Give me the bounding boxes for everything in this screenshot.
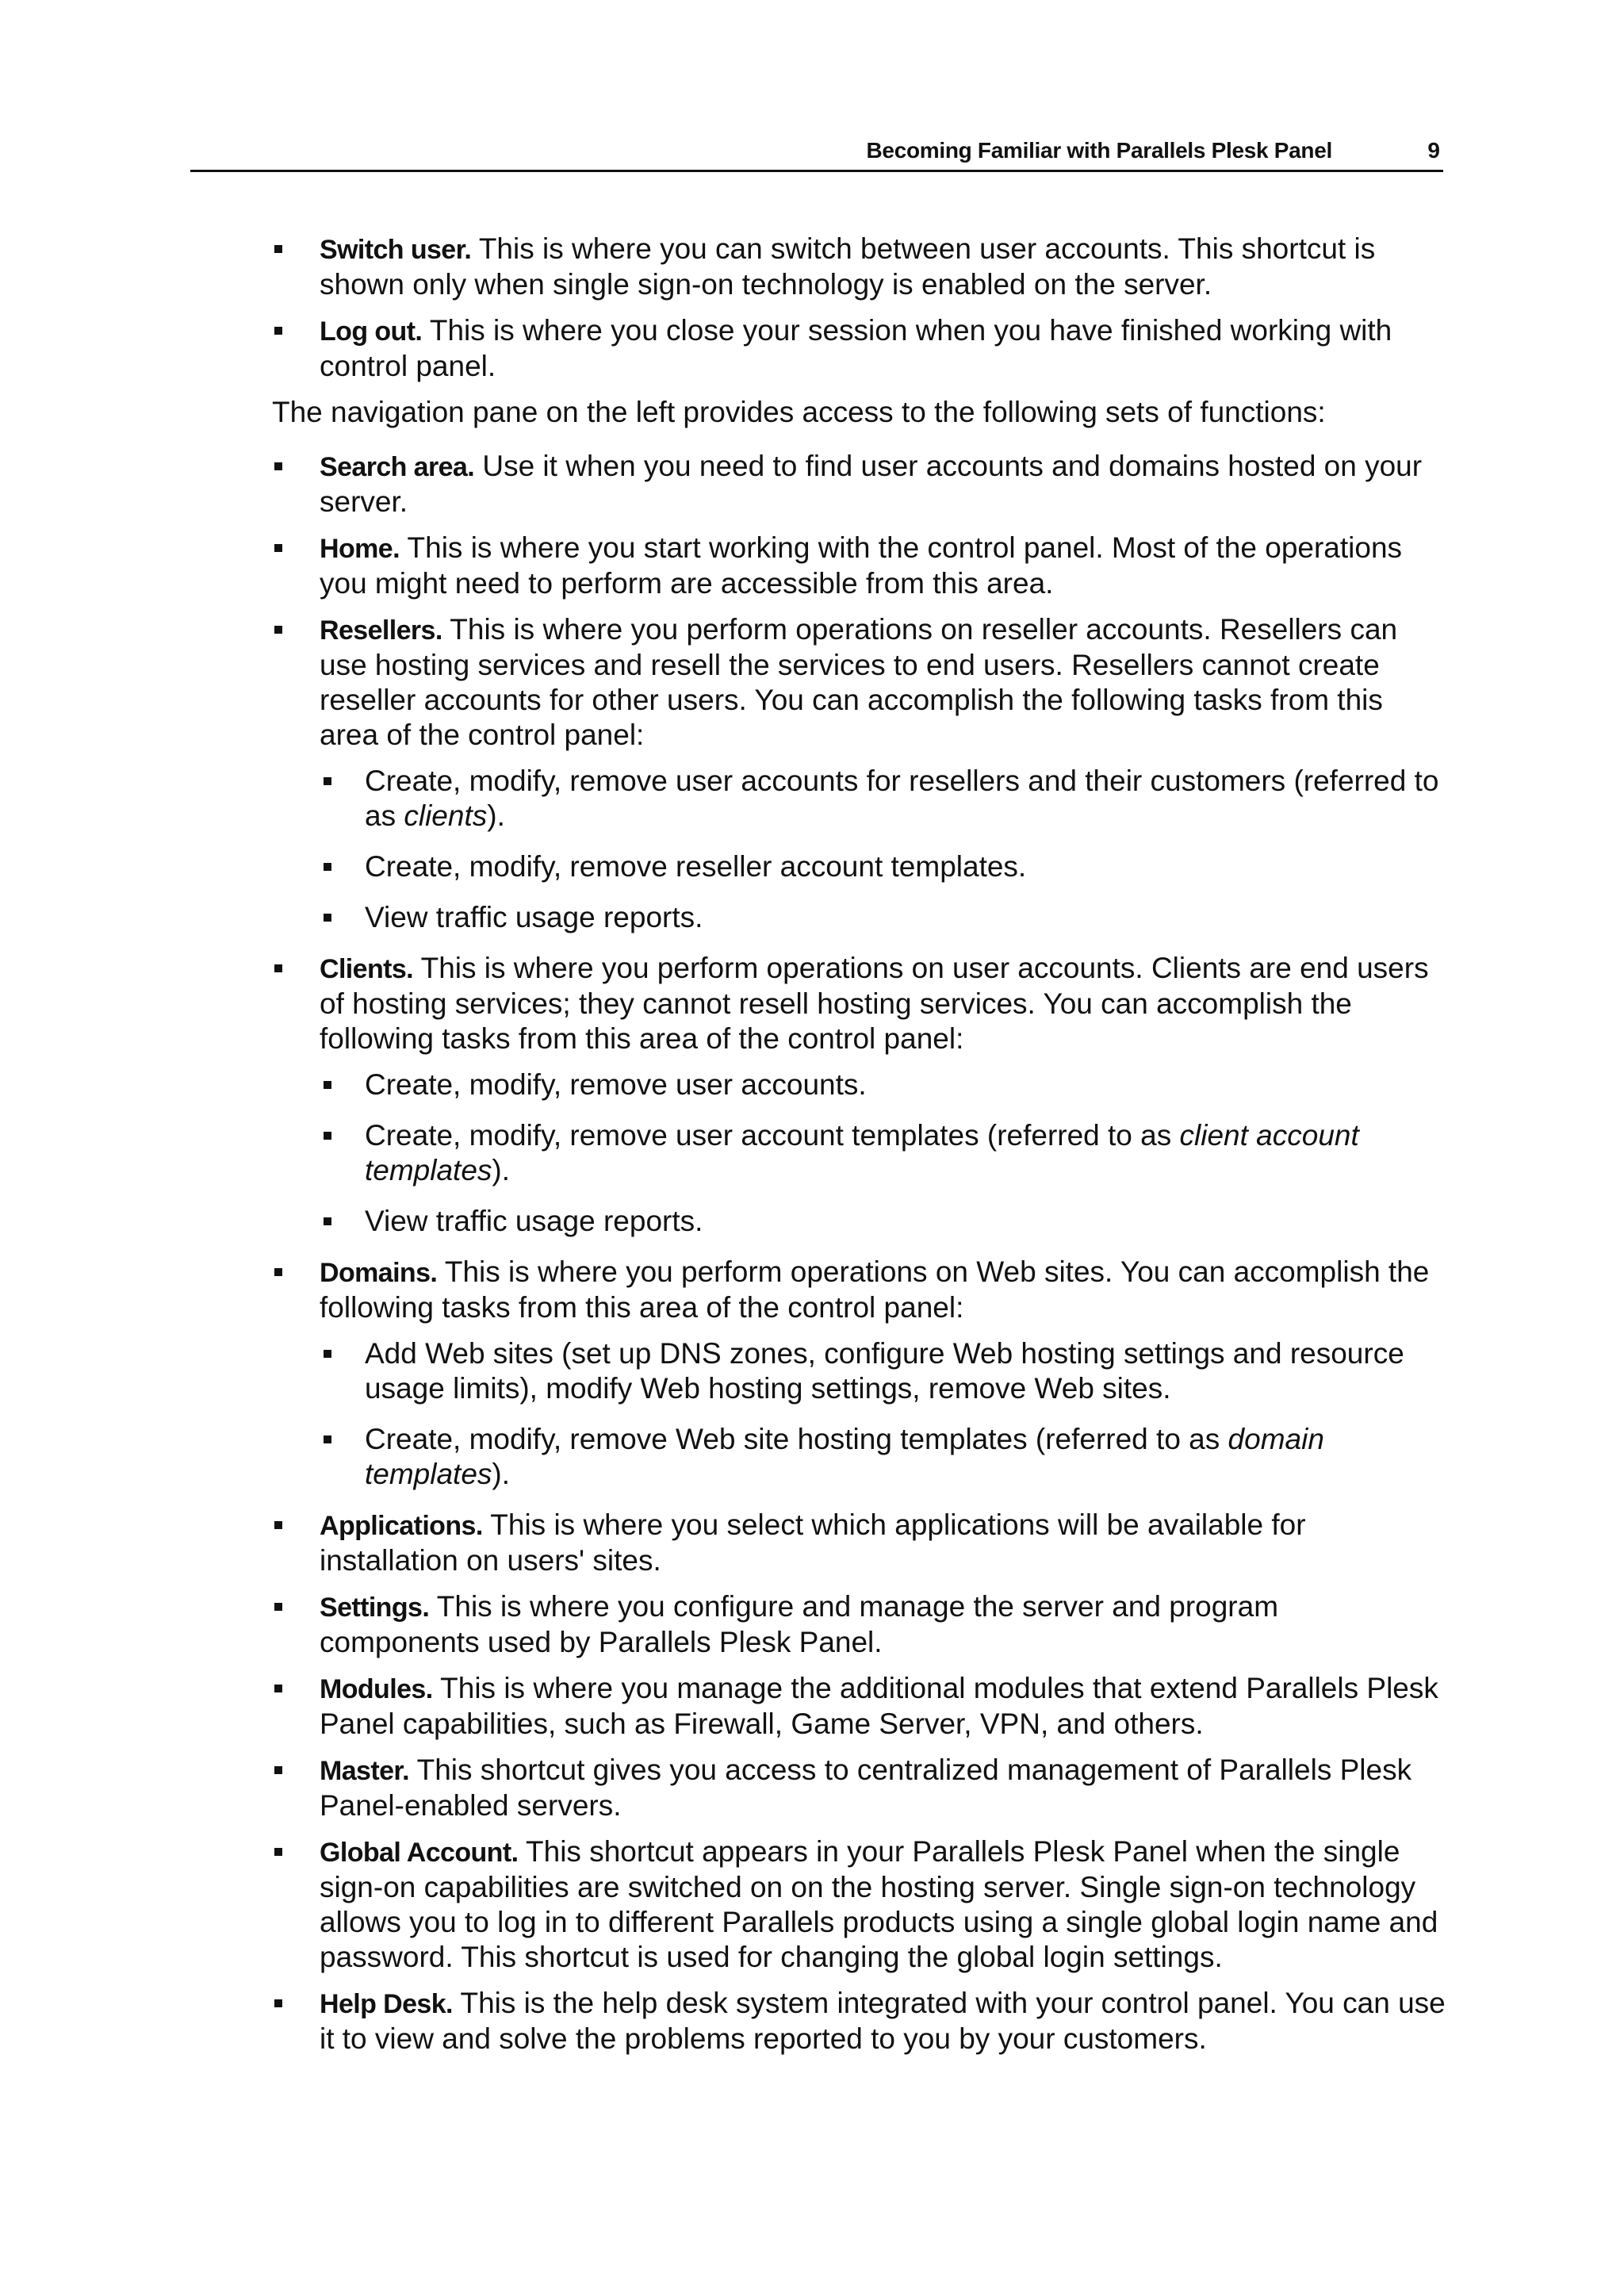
sub-item-text: Create, modify, remove reseller account templates. xyxy=(365,850,1027,883)
item-text: This is where you select which applications will be available for installation on users' sites. xyxy=(320,1508,1306,1577)
item-text: This is where you perform operations on Web sites. You can accomplish the following tasks from this area of the control panel: xyxy=(320,1255,1430,1324)
sub-list-item xyxy=(320,764,1446,834)
term-label: Global Account. xyxy=(320,1838,519,1868)
term-label: Settings. xyxy=(320,1593,430,1623)
list-item-help-desk xyxy=(272,1986,1446,2056)
list-item-applications xyxy=(272,1508,1446,1578)
term-label: Modules. xyxy=(320,1674,433,1704)
list-item-search-area xyxy=(272,449,1446,519)
item-text: This is where you perform operations on user accounts. Clients are end users of hosting services; they cannot resell hosting services. You can accomplish the following tasks from this area of the control panel: xyxy=(320,952,1429,1055)
list-item-domains xyxy=(272,1255,1446,1492)
item-text: This is where you close your session when you have finished working with control panel. xyxy=(320,314,1392,382)
term-label: Home. xyxy=(320,534,400,564)
body-content xyxy=(272,232,1446,2068)
item-text: This shortcut gives you access to centralized management of Parallels Plesk Panel-enabled servers. xyxy=(320,1754,1412,1822)
top-list xyxy=(272,232,1446,384)
page-number: 9 xyxy=(1427,138,1440,163)
term-label: Switch user. xyxy=(320,235,472,265)
nav-functions-list xyxy=(272,449,1446,2056)
list-item-settings xyxy=(272,1589,1446,1660)
sub-item-emphasis: clients xyxy=(404,799,488,832)
list-item-log-out xyxy=(272,313,1446,384)
sub-list-item xyxy=(320,1422,1446,1492)
list-item-global-account xyxy=(272,1834,1446,1975)
term-label: Clients. xyxy=(320,954,414,984)
term-label: Log out. xyxy=(320,316,423,347)
term-label: Search area. xyxy=(320,452,475,482)
list-item-home xyxy=(272,531,1446,601)
domains-tasks-list xyxy=(320,1336,1446,1492)
term-label: Master. xyxy=(320,1756,409,1786)
sub-item-text: Create, modify, remove Web site hosting templates (referred to as xyxy=(365,1423,1228,1455)
sub-item-text: Create, modify, remove user account templates (referred to as xyxy=(365,1119,1180,1152)
list-item-resellers xyxy=(272,612,1446,935)
sub-item-text: View traffic usage reports. xyxy=(365,1205,703,1237)
sub-item-text-after: ). xyxy=(492,1458,511,1490)
item-text: This is where you can switch between user accounts. This shortcut is shown only when single sign-on technology is enabled on the server. xyxy=(320,232,1376,301)
sub-list-item xyxy=(320,849,1446,884)
clients-tasks-list xyxy=(320,1068,1446,1239)
sub-list-item xyxy=(320,1204,1446,1239)
item-text: Use it when you need to find user accounts and domains hosted on your server. xyxy=(320,450,1423,518)
sub-item-emphasis: domain templates xyxy=(365,1423,1324,1490)
nav-intro-paragraph: The navigation pane on the left provides access to the following sets of functions: xyxy=(272,396,1326,428)
item-text: This is where you perform operations on reseller accounts. Resellers can use hosting services and resell the services to end users. Resellers cannot create reseller accounts for other users. You can accomplish the following tasks from this area of the control panel: xyxy=(320,613,1398,751)
running-header xyxy=(190,135,1443,172)
sub-list-item xyxy=(320,1118,1446,1188)
sub-item-emphasis: client account templates xyxy=(365,1119,1359,1186)
item-text: This is where you manage the additional modules that extend Parallels Plesk Panel capabilities, such as Firewall, Game Server, VPN, and others. xyxy=(320,1672,1438,1740)
sub-item-text: Create, modify, remove user accounts. xyxy=(365,1068,867,1101)
item-text: This is where you start working with the control panel. Most of the operations you might need to perform are accessible from this area. xyxy=(320,531,1403,600)
sub-list-item xyxy=(320,900,1446,935)
sub-item-text-after: ). xyxy=(492,1154,511,1186)
sub-item-text-after: ). xyxy=(487,799,505,832)
sub-item-text: Add Web sites (set up DNS zones, configure Web hosting settings and resource usage limits), modify Web hosting settings, remove Web sites. xyxy=(365,1337,1404,1405)
sub-list-item xyxy=(320,1068,1446,1102)
sub-item-text: Create, modify, remove user accounts for resellers and their customers (referred to as xyxy=(365,765,1439,832)
item-text: This is where you configure and manage the server and program components used by Parallels Plesk Panel. xyxy=(320,1590,1279,1658)
list-item-clients xyxy=(272,951,1446,1239)
header-title: Becoming Familiar with Parallels Plesk Panel xyxy=(866,138,1332,163)
term-label: Domains. xyxy=(320,1258,438,1288)
list-item-modules xyxy=(272,1671,1446,1742)
term-label: Applications. xyxy=(320,1511,483,1541)
list-item-switch-user xyxy=(272,232,1446,302)
sub-item-text: View traffic usage reports. xyxy=(365,901,703,933)
term-label: Help Desk. xyxy=(320,1989,453,2019)
term-label: Resellers. xyxy=(320,615,442,646)
item-text: This is the help desk system integrated with your control panel. You can use it to view and solve the problems reported to you by your customers. xyxy=(320,1987,1446,2055)
sub-list-item xyxy=(320,1336,1446,1406)
item-text: This shortcut appears in your Parallels Plesk Panel when the single sign-on capabilities are switched on on the hosting server. Single sign-on technology allows you to log in to different Parallels products using a single global login name and password. This shortcut is used for changing the global login settings. xyxy=(320,1835,1438,1973)
resellers-tasks-list xyxy=(320,764,1446,935)
list-item-master xyxy=(272,1753,1446,1823)
